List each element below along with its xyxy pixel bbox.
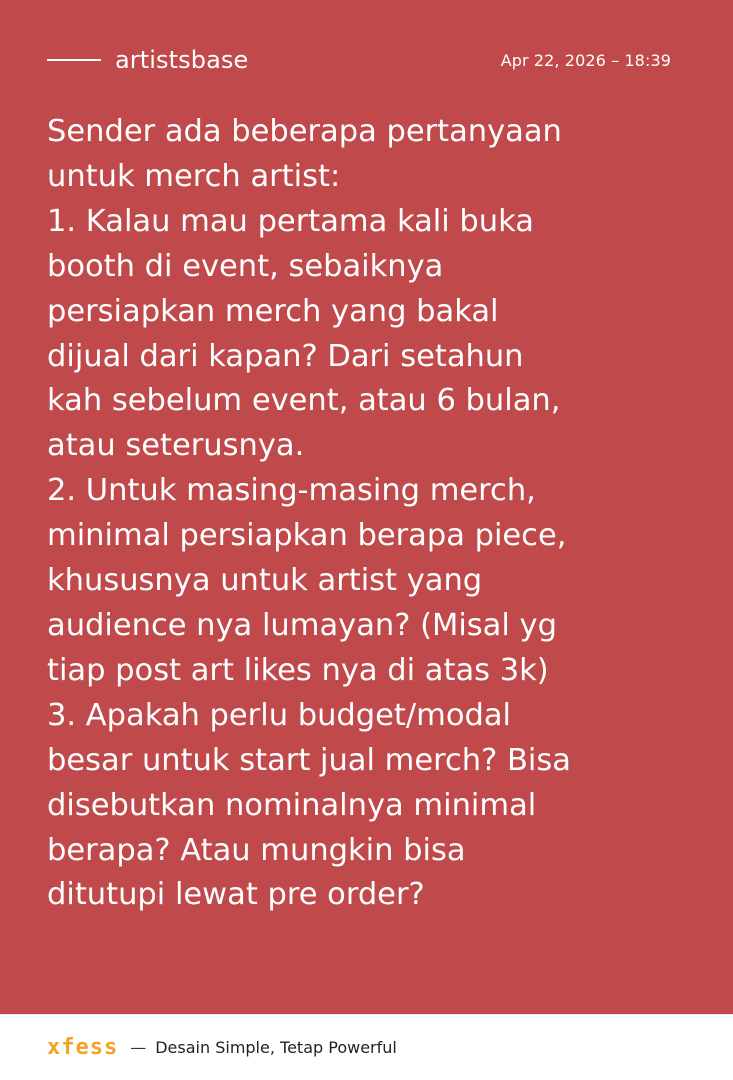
brand-name: artistsbase xyxy=(115,46,249,74)
card-header xyxy=(47,46,671,74)
footer-bar xyxy=(0,1014,733,1080)
brand-line-decoration xyxy=(47,59,101,61)
brand xyxy=(47,46,248,74)
footer-separator: — xyxy=(130,1038,147,1057)
message-text: Sender ada beberapa pertanyaan untuk merch artist: 1. Kalau mau pertama kali buka booth di event, sebaiknya persiapkan merch yang bakal dijual dari kapan? Dari setahun kah sebelum event, atau 6 bulan, atau seterusnya. 2. Untuk masing-masing merch, minimal persiapkan berapa piece, khususnya untuk artist yang audience nya lumayan? (Misal yg tiap post art likes nya di atas 3k) 3. Apakah perlu budget/modal besar untuk start jual merch? Bisa disebutkan nominalnya minimal berapa? Atau mungkin bisa ditutupi lewat pre order? xyxy=(47,114,571,913)
post-timestamp: Apr 22, 2026 – 18:39 xyxy=(500,50,671,70)
xfess-logo: xfess xyxy=(47,1035,119,1060)
footer-tagline: Desain Simple, Tetap Powerful xyxy=(155,1038,397,1057)
